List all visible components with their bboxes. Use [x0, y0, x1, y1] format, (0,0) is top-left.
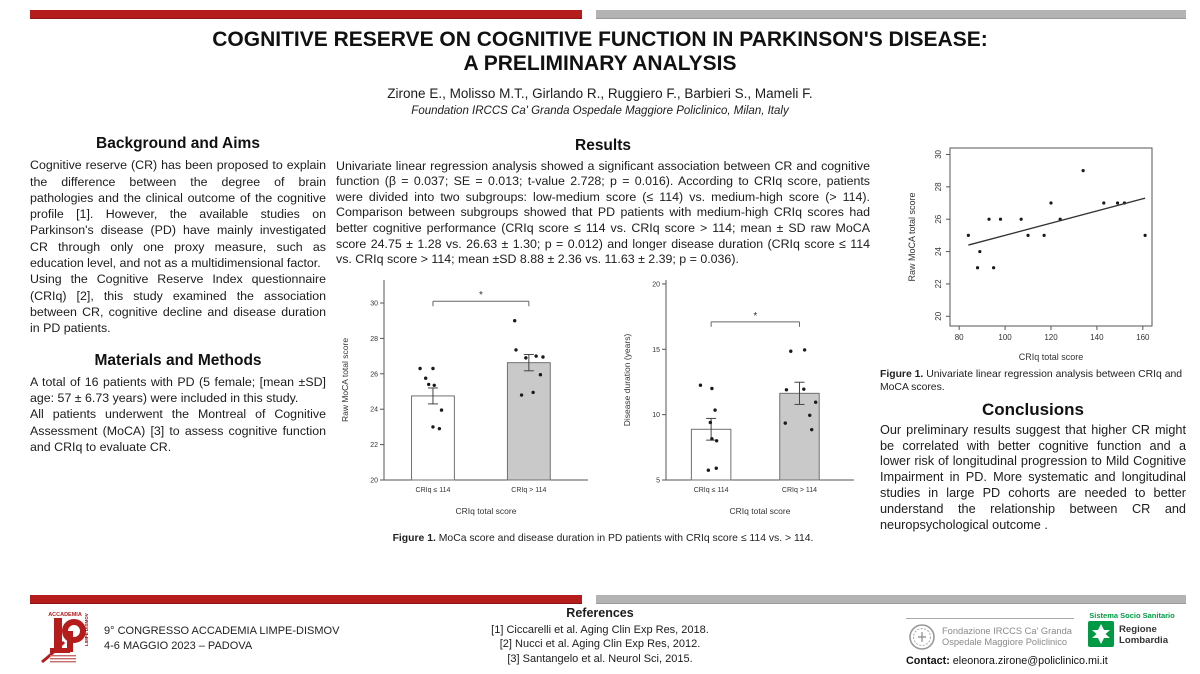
partner-block	[900, 605, 1192, 670]
fondazione-label	[942, 626, 1072, 648]
congress-line2: 4-6 MAGGIO 2023 – PADOVA	[104, 640, 253, 652]
poster-title-line2: A PRELIMINARY ANALYSIS	[463, 52, 737, 75]
svg-text:CRIq ≤ 114: CRIq ≤ 114	[693, 486, 729, 494]
congress-info	[104, 624, 339, 654]
footer-accent-bar-gray	[596, 595, 1186, 604]
poster-title-line1: COGNITIVE RESERVE ON COGNITIVE FUNCTION IN PARKINSON'S DISEASE:	[212, 28, 988, 51]
regione-lombardia-label	[1119, 624, 1168, 646]
svg-text:5: 5	[656, 477, 660, 485]
results-body: Univariate linear regression analysis showed a significant association between CR and cognitive function (β = 0.037; SE = 0.013; t-value 2.728; p = 0.016). According to CRIq score, patients were divided into two subgroups: low-medium score (≤ 114) vs. medium-high score (> 114). Comparison between subgroups showed that PD patients with medium-high CRIq scores had better cognitive performance (CRIq score ≤ 114 vs. CRIq score > 114; mean ± SD raw MoCA score 24.75 ± 1.28 vs. 26.63 ± 1.30; p = 0.012) and longer disease duration (CRIq score ≤ 114 vs. CRIq score > 114; mean ±SD 8.88 ± 2.36 vs. 11.63 ± 2.39; p = 0.036).	[336, 158, 870, 267]
svg-text:CRIq ≤ 114: CRIq ≤ 114	[415, 486, 451, 494]
fondazione-seal-icon	[908, 623, 936, 656]
svg-text:160: 160	[1136, 333, 1150, 342]
scatter-caption	[880, 368, 1186, 394]
conclusions-body: Our preliminary results suggest that higher CR might be correlated with better cognitive function and a lower risk of longitudinal progression to Mild Cognitive Impairment in PD. More systematic and longitudinal studies in large PD cohorts are needed to better understand the relationship between CR and neuropsychological outcome .	[880, 422, 1186, 532]
svg-text:30: 30	[370, 300, 378, 308]
bar-charts-caption	[336, 532, 870, 545]
sistema-socio-sanitario-label: Sistema Socio Sanitario	[1089, 611, 1175, 620]
middle-column	[336, 138, 870, 545]
svg-text:10: 10	[652, 411, 660, 419]
svg-text:LIMPE DISMOV: LIMPE DISMOV	[84, 613, 89, 646]
background-paragraph-2: Using the Cognitive Reserve Index questionnaire (CRIq) [2], this study examined the association between CR, cognitive decline and disease duration in PD patients.	[30, 272, 326, 336]
contact-label: Contact:	[906, 655, 950, 667]
references-block	[400, 606, 800, 666]
methods-paragraph-1: A total of 16 patients with PD (5 female; [mean ±SD] age: 57 ± 6.73 years) were included in this study.	[30, 374, 326, 406]
accademia-limpe-dismov-logo	[38, 608, 100, 671]
methods-heading: Materials and Methods	[94, 351, 262, 369]
criq-moca-scatter-chart	[904, 140, 1162, 364]
svg-text:120: 120	[1044, 333, 1058, 342]
svg-text:100: 100	[998, 333, 1012, 342]
svg-text:28: 28	[370, 335, 378, 343]
svg-text:CRIq > 114: CRIq > 114	[511, 486, 547, 494]
references-heading: References	[566, 606, 634, 620]
regione-lombardia-icon	[1088, 621, 1114, 647]
reference-item: [3] Santangelo et al. Neurol Sci, 2015.	[507, 652, 693, 665]
svg-text:ACCADEMIA: ACCADEMIA	[48, 612, 82, 618]
svg-text:20: 20	[370, 477, 378, 485]
conclusions-heading: Conclusions	[981, 400, 1084, 419]
svg-text:140: 140	[1090, 333, 1104, 342]
svg-text:CRIq > 114: CRIq > 114	[781, 486, 818, 494]
bar-charts-caption-label: Figure 1.	[392, 532, 436, 544]
fondazione-line2: Ospedale Maggiore Policlinico	[942, 637, 1068, 647]
moca-bar-chart	[336, 272, 604, 520]
bar-charts-caption-text: MoCa score and disease duration in PD patients with CRIq score ≤ 114 vs. > 114.	[435, 532, 814, 544]
bar-charts-row	[336, 272, 870, 520]
svg-text:Raw MoCA total score: Raw MoCA total score	[907, 192, 917, 282]
svg-text:22: 22	[370, 441, 378, 449]
svg-text:26: 26	[370, 371, 378, 379]
svg-text:22: 22	[934, 279, 943, 289]
congress-line1: 9° CONGRESSO ACCADEMIA LIMPE-DISMOV	[104, 625, 340, 637]
background-paragraph-1: Cognitive reserve (CR) has been proposed to explain the difference between the degree of brain pathologies and the clinical outcome of the cognitive profile [1]. However, the available studies on Parkinson's disease (PD) have mainly investigated CR through only one proxy measure, such as education level, and not as a multidimensional factor.	[30, 158, 326, 271]
authors-line: Zirone E., Molisso M.T., Girlando R., Ruggiero F., Barbieri S., Mameli F.	[387, 86, 813, 101]
svg-text:30: 30	[934, 150, 943, 159]
results-heading: Results	[575, 137, 631, 154]
fondazione-line1: Fondazione IRCCS Ca' Granda	[942, 626, 1072, 636]
scatter-caption-label: Figure 1.	[880, 369, 924, 380]
svg-text:15: 15	[652, 346, 660, 354]
svg-text:24: 24	[934, 247, 943, 257]
svg-text:*: *	[753, 310, 758, 322]
footer-accent-bar-red	[30, 595, 582, 604]
contact-email-link[interactable]: eleonora.zirone@policlinico.mi.it	[952, 655, 1108, 667]
methods-paragraph-2: All patients underwent the Montreal of Cognitive Assessment (MoCA) [3] to assess cognitive function and CRIq to evaluate CR.	[30, 407, 326, 455]
header-accent-bar-red	[30, 10, 582, 19]
svg-text:24: 24	[370, 406, 378, 414]
reference-item: [2] Nucci et al. Aging Clin Exp Res, 2012.	[499, 638, 701, 650]
svg-text:20: 20	[934, 311, 943, 321]
svg-text:Raw MoCA total score: Raw MoCA total score	[340, 337, 350, 422]
regione-line2: Lombardia	[1119, 635, 1169, 646]
poster-title	[100, 28, 1100, 76]
svg-text:CRIq total score: CRIq total score	[455, 505, 517, 516]
svg-text:80: 80	[954, 333, 964, 342]
reference-item: [1] Ciccarelli et al. Aging Clin Exp Res, 2018.	[491, 623, 709, 636]
svg-text:20: 20	[652, 281, 660, 289]
header-accent-bar-gray	[596, 10, 1186, 19]
scatter-caption-text: Univariate linear regression analysis between CRIq and MoCA scores.	[880, 369, 1183, 393]
contact-line	[906, 655, 1108, 667]
right-column	[880, 140, 1186, 533]
left-column	[30, 136, 326, 455]
svg-text:CRIq total score: CRIq total score	[1018, 352, 1084, 362]
svg-text:Disease duration (years): Disease duration (years)	[622, 333, 632, 427]
background-heading: Background and Aims	[96, 135, 260, 152]
duration-bar-chart	[618, 272, 870, 520]
divider-line	[906, 618, 1074, 619]
svg-text:CRIq total score: CRIq total score	[729, 505, 791, 516]
regione-line1: Regione	[1119, 624, 1157, 635]
svg-text:28: 28	[934, 182, 943, 192]
svg-text:26: 26	[934, 214, 943, 224]
svg-text:*: *	[478, 289, 483, 301]
affiliation-line: Foundation IRCCS Ca' Granda Ospedale Maggiore Policlinico, Milan, Italy	[411, 105, 789, 117]
